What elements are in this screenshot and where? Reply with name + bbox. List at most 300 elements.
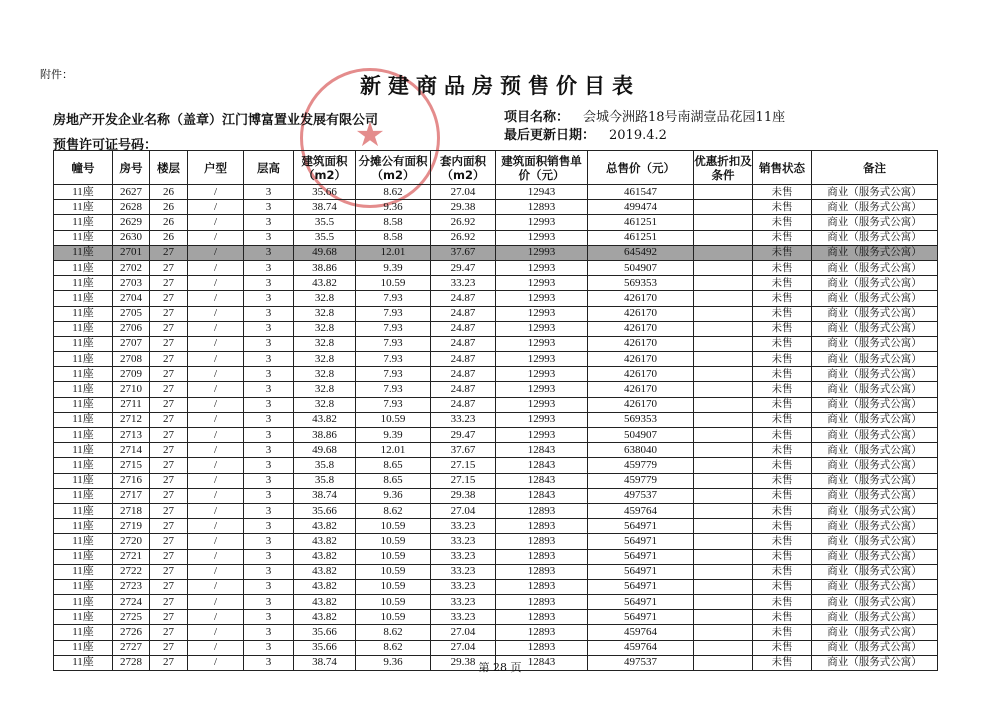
column-header: 房号 (113, 151, 150, 185)
floor-height-cell: 3 (244, 549, 294, 564)
floor-height-cell: 3 (244, 215, 294, 230)
floor-cell: 27 (150, 503, 188, 518)
gross-area-cell: 35.66 (294, 503, 356, 518)
inner-area-cell: 24.87 (431, 352, 496, 367)
total-price-cell: 426170 (588, 306, 694, 321)
floor-height-cell: 3 (244, 443, 294, 458)
total-price-cell: 426170 (588, 352, 694, 367)
gross-area-cell: 35.66 (294, 185, 356, 200)
unit-price-cell: 12993 (496, 412, 588, 427)
floor-height-cell: 3 (244, 534, 294, 549)
remark-cell: 商业（服务式公寓） (812, 564, 938, 579)
unit-price-cell: 12893 (496, 610, 588, 625)
layout-type-cell: / (188, 443, 244, 458)
room-cell: 2719 (113, 519, 150, 534)
discount-cell (694, 519, 753, 534)
floor-height-cell: 3 (244, 488, 294, 503)
shared-area-cell: 9.39 (356, 428, 431, 443)
building-cell: 11座 (54, 412, 113, 427)
gross-area-cell: 32.8 (294, 306, 356, 321)
shared-area-cell: 7.93 (356, 382, 431, 397)
gross-area-cell: 43.82 (294, 564, 356, 579)
shared-area-cell: 9.36 (356, 488, 431, 503)
room-cell: 2708 (113, 352, 150, 367)
room-cell: 2718 (113, 503, 150, 518)
room-cell: 2712 (113, 412, 150, 427)
gross-area-cell: 32.8 (294, 352, 356, 367)
gross-area-cell: 38.74 (294, 488, 356, 503)
floor-height-cell: 3 (244, 610, 294, 625)
inner-area-cell: 33.23 (431, 579, 496, 594)
shared-area-cell: 10.59 (356, 610, 431, 625)
sale-status-cell: 未售 (753, 595, 812, 610)
inner-area-cell: 27.04 (431, 185, 496, 200)
unit-price-cell: 12843 (496, 655, 588, 670)
sale-status-cell: 未售 (753, 458, 812, 473)
building-cell: 11座 (54, 610, 113, 625)
room-cell: 2710 (113, 382, 150, 397)
sale-status-cell: 未售 (753, 215, 812, 230)
floor-cell: 27 (150, 564, 188, 579)
inner-area-cell: 37.67 (431, 245, 496, 260)
floor-height-cell: 3 (244, 321, 294, 336)
floor-height-cell: 3 (244, 230, 294, 245)
building-cell: 11座 (54, 230, 113, 245)
table-row (54, 336, 938, 351)
total-price-cell: 426170 (588, 367, 694, 382)
gross-area-cell: 35.8 (294, 473, 356, 488)
table-row (54, 428, 938, 443)
layout-type-cell: / (188, 564, 244, 579)
building-cell: 11座 (54, 276, 113, 291)
sale-status-cell: 未售 (753, 291, 812, 306)
room-cell: 2703 (113, 276, 150, 291)
remark-cell: 商业（服务式公寓） (812, 397, 938, 412)
layout-type-cell: / (188, 549, 244, 564)
room-cell: 2723 (113, 579, 150, 594)
discount-cell (694, 291, 753, 306)
building-cell: 11座 (54, 519, 113, 534)
total-price-cell: 569353 (588, 276, 694, 291)
total-price-cell: 564971 (588, 610, 694, 625)
layout-type-cell: / (188, 397, 244, 412)
table-row (54, 352, 938, 367)
floor-cell: 27 (150, 352, 188, 367)
floor-height-cell: 3 (244, 397, 294, 412)
sale-status-cell: 未售 (753, 321, 812, 336)
total-price-cell: 564971 (588, 534, 694, 549)
layout-type-cell: / (188, 367, 244, 382)
gross-area-cell: 32.8 (294, 321, 356, 336)
total-price-cell: 461547 (588, 185, 694, 200)
layout-type-cell: / (188, 382, 244, 397)
building-cell: 11座 (54, 245, 113, 260)
gross-area-cell: 38.74 (294, 655, 356, 670)
table-row (54, 595, 938, 610)
room-cell: 2728 (113, 655, 150, 670)
shared-area-cell: 9.36 (356, 200, 431, 215)
gross-area-cell: 38.74 (294, 200, 356, 215)
gross-area-cell: 43.82 (294, 610, 356, 625)
gross-area-cell: 43.82 (294, 412, 356, 427)
discount-cell (694, 549, 753, 564)
floor-cell: 27 (150, 625, 188, 640)
floor-cell: 27 (150, 412, 188, 427)
layout-type-cell: / (188, 352, 244, 367)
building-cell: 11座 (54, 625, 113, 640)
layout-type-cell: / (188, 640, 244, 655)
room-cell: 2702 (113, 260, 150, 275)
room-cell: 2721 (113, 549, 150, 564)
building-cell: 11座 (54, 382, 113, 397)
table-row (54, 397, 938, 412)
total-price-cell: 504907 (588, 260, 694, 275)
discount-cell (694, 276, 753, 291)
shared-area-cell: 8.58 (356, 215, 431, 230)
shared-area-cell: 7.93 (356, 291, 431, 306)
gross-area-cell: 35.66 (294, 640, 356, 655)
total-price-cell: 497537 (588, 655, 694, 670)
total-price-cell: 497537 (588, 488, 694, 503)
sale-status-cell: 未售 (753, 488, 812, 503)
table-header-row (54, 151, 938, 185)
remark-cell: 商业（服务式公寓） (812, 458, 938, 473)
room-cell: 2704 (113, 291, 150, 306)
sale-status-cell: 未售 (753, 625, 812, 640)
discount-cell (694, 564, 753, 579)
table-row (54, 488, 938, 503)
shared-area-cell: 8.58 (356, 230, 431, 245)
layout-type-cell: / (188, 336, 244, 351)
gross-area-cell: 43.82 (294, 519, 356, 534)
floor-cell: 26 (150, 200, 188, 215)
building-cell: 11座 (54, 428, 113, 443)
discount-cell (694, 382, 753, 397)
table-row (54, 412, 938, 427)
floor-height-cell: 3 (244, 655, 294, 670)
building-cell: 11座 (54, 488, 113, 503)
column-header: 建筑面积（m2） (294, 151, 356, 185)
remark-cell: 商业（服务式公寓） (812, 428, 938, 443)
building-cell: 11座 (54, 367, 113, 382)
floor-height-cell: 3 (244, 260, 294, 275)
room-cell: 2630 (113, 230, 150, 245)
room-cell: 2707 (113, 336, 150, 351)
shared-area-cell: 10.59 (356, 412, 431, 427)
floor-height-cell: 3 (244, 595, 294, 610)
layout-type-cell: / (188, 458, 244, 473)
inner-area-cell: 24.87 (431, 321, 496, 336)
layout-type-cell: / (188, 276, 244, 291)
floor-cell: 27 (150, 640, 188, 655)
building-cell: 11座 (54, 458, 113, 473)
shared-area-cell: 10.59 (356, 534, 431, 549)
floor-cell: 27 (150, 579, 188, 594)
floor-cell: 27 (150, 397, 188, 412)
inner-area-cell: 33.23 (431, 595, 496, 610)
discount-cell (694, 336, 753, 351)
floor-height-cell: 3 (244, 458, 294, 473)
building-cell: 11座 (54, 321, 113, 336)
gross-area-cell: 32.8 (294, 382, 356, 397)
unit-price-cell: 12993 (496, 352, 588, 367)
sale-status-cell: 未售 (753, 367, 812, 382)
floor-cell: 27 (150, 260, 188, 275)
remark-cell: 商业（服务式公寓） (812, 306, 938, 321)
floor-height-cell: 3 (244, 185, 294, 200)
remark-cell: 商业（服务式公寓） (812, 245, 938, 260)
remark-cell: 商业（服务式公寓） (812, 230, 938, 245)
floor-cell: 27 (150, 382, 188, 397)
inner-area-cell: 24.87 (431, 397, 496, 412)
total-price-cell: 426170 (588, 397, 694, 412)
unit-price-cell: 12893 (496, 595, 588, 610)
unit-price-cell: 12893 (496, 200, 588, 215)
inner-area-cell: 29.47 (431, 428, 496, 443)
unit-price-cell: 12993 (496, 306, 588, 321)
discount-cell (694, 625, 753, 640)
shared-area-cell: 8.65 (356, 458, 431, 473)
layout-type-cell: / (188, 200, 244, 215)
sale-status-cell: 未售 (753, 260, 812, 275)
shared-area-cell: 12.01 (356, 443, 431, 458)
unit-price-cell: 12893 (496, 503, 588, 518)
building-cell: 11座 (54, 200, 113, 215)
discount-cell (694, 412, 753, 427)
discount-cell (694, 367, 753, 382)
layout-type-cell: / (188, 260, 244, 275)
layout-type-cell: / (188, 488, 244, 503)
layout-type-cell: / (188, 321, 244, 336)
room-cell: 2701 (113, 245, 150, 260)
gross-area-cell: 43.82 (294, 579, 356, 594)
building-cell: 11座 (54, 306, 113, 321)
sale-status-cell: 未售 (753, 352, 812, 367)
discount-cell (694, 215, 753, 230)
total-price-cell: 569353 (588, 412, 694, 427)
shared-area-cell: 10.59 (356, 579, 431, 594)
layout-type-cell: / (188, 579, 244, 594)
total-price-cell: 459764 (588, 625, 694, 640)
sale-status-cell: 未售 (753, 382, 812, 397)
remark-cell: 商业（服务式公寓） (812, 579, 938, 594)
floor-height-cell: 3 (244, 291, 294, 306)
floor-height-cell: 3 (244, 412, 294, 427)
floor-height-cell: 3 (244, 564, 294, 579)
discount-cell (694, 503, 753, 518)
layout-type-cell: / (188, 655, 244, 670)
table-row (54, 245, 938, 260)
inner-area-cell: 27.15 (431, 473, 496, 488)
room-cell: 2727 (113, 640, 150, 655)
room-cell: 2629 (113, 215, 150, 230)
floor-height-cell: 3 (244, 625, 294, 640)
unit-price-cell: 12993 (496, 260, 588, 275)
table-row (54, 610, 938, 625)
building-cell: 11座 (54, 260, 113, 275)
discount-cell (694, 397, 753, 412)
total-price-cell: 426170 (588, 321, 694, 336)
shared-area-cell: 8.62 (356, 185, 431, 200)
floor-height-cell: 3 (244, 503, 294, 518)
total-price-cell: 564971 (588, 595, 694, 610)
table-row (54, 579, 938, 594)
updated-line (504, 124, 667, 143)
column-header: 户型 (188, 151, 244, 185)
remark-cell: 商业（服务式公寓） (812, 549, 938, 564)
floor-cell: 26 (150, 185, 188, 200)
floor-height-cell: 3 (244, 428, 294, 443)
floor-cell: 27 (150, 473, 188, 488)
room-cell: 2706 (113, 321, 150, 336)
shared-area-cell: 10.59 (356, 595, 431, 610)
table-row (54, 291, 938, 306)
table-row (54, 230, 938, 245)
room-cell: 2715 (113, 458, 150, 473)
gross-area-cell: 49.68 (294, 245, 356, 260)
floor-height-cell: 3 (244, 367, 294, 382)
sale-status-cell: 未售 (753, 306, 812, 321)
shared-area-cell: 12.01 (356, 245, 431, 260)
gross-area-cell: 35.66 (294, 625, 356, 640)
remark-cell: 商业（服务式公寓） (812, 260, 938, 275)
remark-cell: 商业（服务式公寓） (812, 367, 938, 382)
remark-cell: 商业（服务式公寓） (812, 291, 938, 306)
layout-type-cell: / (188, 610, 244, 625)
remark-cell: 商业（服务式公寓） (812, 382, 938, 397)
inner-area-cell: 29.38 (431, 200, 496, 215)
total-price-cell: 564971 (588, 564, 694, 579)
sale-status-cell: 未售 (753, 519, 812, 534)
company-line (53, 109, 378, 128)
shared-area-cell: 8.62 (356, 503, 431, 518)
total-price-cell: 645492 (588, 245, 694, 260)
shared-area-cell: 10.59 (356, 549, 431, 564)
floor-height-cell: 3 (244, 276, 294, 291)
table-row (54, 185, 938, 200)
discount-cell (694, 610, 753, 625)
building-cell: 11座 (54, 564, 113, 579)
remark-cell: 商业（服务式公寓） (812, 625, 938, 640)
building-cell: 11座 (54, 549, 113, 564)
floor-cell: 27 (150, 245, 188, 260)
gross-area-cell: 43.82 (294, 534, 356, 549)
layout-type-cell: / (188, 595, 244, 610)
unit-price-cell: 12843 (496, 488, 588, 503)
table-row (54, 382, 938, 397)
sale-status-cell: 未售 (753, 503, 812, 518)
shared-area-cell: 10.59 (356, 276, 431, 291)
sale-status-cell: 未售 (753, 655, 812, 670)
sale-status-cell: 未售 (753, 549, 812, 564)
table-row (54, 306, 938, 321)
remark-cell: 商业（服务式公寓） (812, 215, 938, 230)
floor-cell: 26 (150, 215, 188, 230)
remark-cell: 商业（服务式公寓） (812, 610, 938, 625)
layout-type-cell: / (188, 534, 244, 549)
remark-cell: 商业（服务式公寓） (812, 503, 938, 518)
shared-area-cell: 8.65 (356, 473, 431, 488)
remark-cell: 商业（服务式公寓） (812, 412, 938, 427)
sale-status-cell: 未售 (753, 610, 812, 625)
building-cell: 11座 (54, 352, 113, 367)
table-row (54, 200, 938, 215)
floor-cell: 27 (150, 428, 188, 443)
discount-cell (694, 245, 753, 260)
layout-type-cell: / (188, 215, 244, 230)
discount-cell (694, 428, 753, 443)
total-price-cell: 564971 (588, 579, 694, 594)
table-row (54, 549, 938, 564)
shared-area-cell: 7.93 (356, 367, 431, 382)
column-header: 分摊公有面积（m2） (356, 151, 431, 185)
inner-area-cell: 27.04 (431, 625, 496, 640)
gross-area-cell: 32.8 (294, 336, 356, 351)
unit-price-cell: 12893 (496, 534, 588, 549)
unit-price-cell: 12943 (496, 185, 588, 200)
remark-cell: 商业（服务式公寓） (812, 473, 938, 488)
room-cell: 2627 (113, 185, 150, 200)
inner-area-cell: 24.87 (431, 367, 496, 382)
gross-area-cell: 49.68 (294, 443, 356, 458)
sale-status-cell: 未售 (753, 397, 812, 412)
seal-star-icon: ★ (354, 115, 386, 156)
table-row (54, 519, 938, 534)
discount-cell (694, 260, 753, 275)
discount-cell (694, 473, 753, 488)
floor-cell: 27 (150, 488, 188, 503)
layout-type-cell: / (188, 428, 244, 443)
remark-cell: 商业（服务式公寓） (812, 519, 938, 534)
inner-area-cell: 33.23 (431, 610, 496, 625)
layout-type-cell: / (188, 291, 244, 306)
total-price-cell: 426170 (588, 382, 694, 397)
discount-cell (694, 534, 753, 549)
total-price-cell: 426170 (588, 291, 694, 306)
sale-status-cell: 未售 (753, 185, 812, 200)
unit-price-cell: 12993 (496, 428, 588, 443)
room-cell: 2714 (113, 443, 150, 458)
unit-price-cell: 12893 (496, 640, 588, 655)
discount-cell (694, 352, 753, 367)
floor-cell: 27 (150, 291, 188, 306)
unit-price-cell: 12993 (496, 367, 588, 382)
shared-area-cell: 9.39 (356, 260, 431, 275)
total-price-cell: 459779 (588, 473, 694, 488)
gross-area-cell: 35.5 (294, 230, 356, 245)
total-price-cell: 461251 (588, 230, 694, 245)
room-cell: 2713 (113, 428, 150, 443)
unit-price-cell: 12993 (496, 382, 588, 397)
discount-cell (694, 230, 753, 245)
floor-cell: 27 (150, 534, 188, 549)
column-header: 销售状态 (753, 151, 812, 185)
remark-cell: 商业（服务式公寓） (812, 185, 938, 200)
updated-date: 2019.4.2 (609, 128, 667, 143)
discount-cell (694, 306, 753, 321)
floor-cell: 26 (150, 230, 188, 245)
building-cell: 11座 (54, 185, 113, 200)
price-table (53, 150, 938, 671)
sale-status-cell: 未售 (753, 640, 812, 655)
inner-area-cell: 37.67 (431, 443, 496, 458)
inner-area-cell: 29.38 (431, 488, 496, 503)
remark-cell: 商业（服务式公寓） (812, 640, 938, 655)
floor-height-cell: 3 (244, 336, 294, 351)
building-cell: 11座 (54, 503, 113, 518)
column-header: 幢号 (54, 151, 113, 185)
sale-status-cell: 未售 (753, 412, 812, 427)
